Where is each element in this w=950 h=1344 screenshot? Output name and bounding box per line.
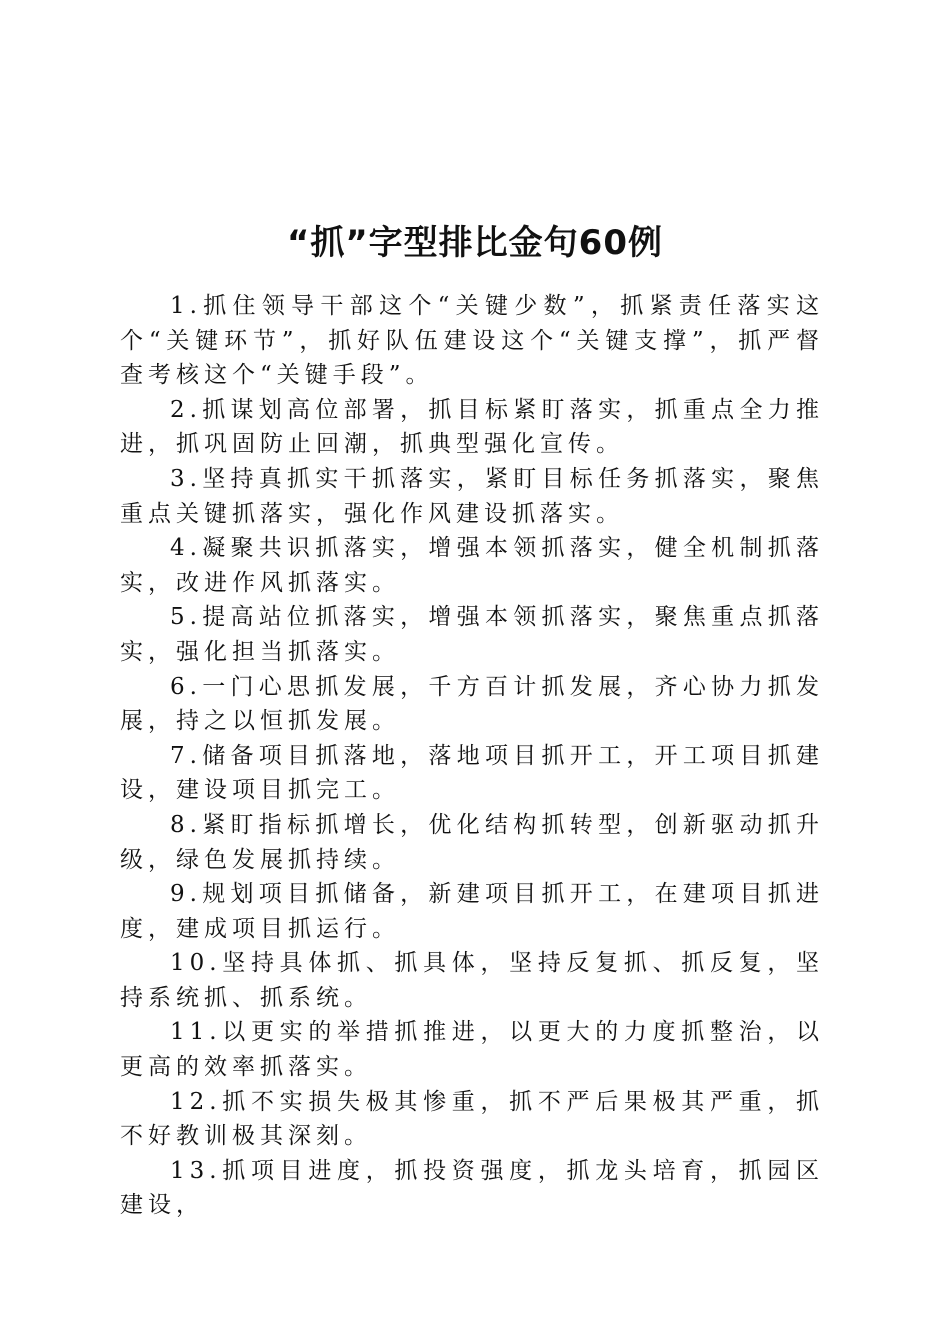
paragraph-13: 13.抓项目进度，抓投资强度，抓龙头培育，抓园区建设， bbox=[120, 1157, 824, 1219]
paragraph-10: 10.坚持具体抓、抓具体，坚持反复抓、抓反复，坚持系统抓、抓系统。 bbox=[120, 950, 824, 1011]
paragraph-11: 11.以更实的举措抓推进，以更大的力度抓整治，以更高的效率抓落实。 bbox=[120, 1019, 824, 1081]
paragraph-6: 6.一门心思抓发展，千方百计抓发展，齐心协力抓发展，持之以恒抓发展。 bbox=[120, 673, 824, 735]
document-body bbox=[120, 289, 824, 1223]
paragraph-4: 4.凝聚共识抓落实，增强本领抓落实，健全机制抓落实，改进作风抓落实。 bbox=[120, 535, 824, 596]
document-title: “抓”字型排比金句60例 bbox=[286, 222, 663, 263]
paragraph-7: 7.储备项目抓落地，落地项目抓开工，开工项目抓建设，建设项目抓完工。 bbox=[120, 742, 824, 804]
paragraph-2: 2.抓谋划高位部署，抓目标紧盯落实，抓重点全力推进，抓巩固防止回潮，抓典型强化宣传。 bbox=[120, 396, 824, 458]
paragraph-9: 9.规划项目抓储备，新建项目抓开工，在建项目抓进度，建成项目抓运行。 bbox=[120, 881, 824, 942]
paragraph-3: 3.坚持真抓实干抓落实，紧盯目标任务抓落实，聚焦重点关键抓落实，强化作风建设抓落实。 bbox=[120, 465, 824, 527]
paragraph-8: 8.紧盯指标抓增长，优化结构抓转型，创新驱动抓升级，绿色发展抓持续。 bbox=[120, 811, 824, 873]
paragraph-12: 12.抓不实损失极其惨重，抓不严后果极其严重，抓不好教训极其深刻。 bbox=[120, 1088, 824, 1150]
paragraph-5: 5.提高站位抓落实，增强本领抓落实，聚焦重点抓落实，强化担当抓落实。 bbox=[120, 604, 824, 665]
paragraph-1: 1.抓住领导干部这个“关键少数”，抓紧责任落实这个“关键环节”，抓好队伍建设这个“关键支撑”，抓严督查考核这个“关键手段”。 bbox=[120, 293, 824, 389]
